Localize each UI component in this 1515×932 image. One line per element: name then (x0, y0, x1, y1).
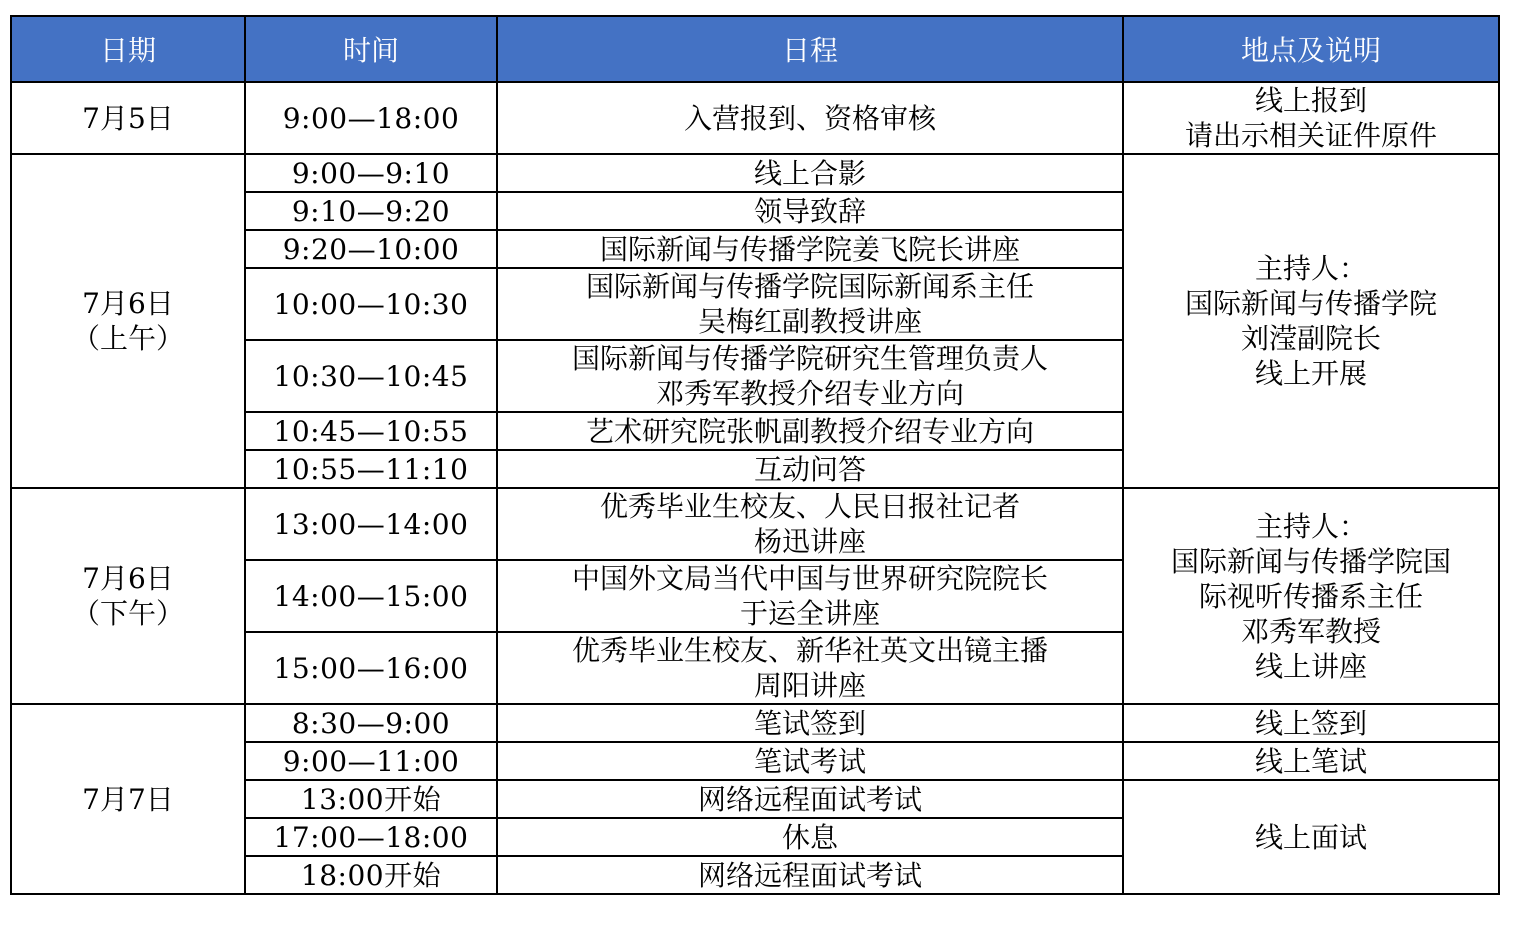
schedule-table (10, 15, 1500, 895)
agenda-cell (497, 192, 1123, 230)
time-cell: 10:30—10:45 (245, 340, 497, 412)
location-line: 线上讲座 (1254, 649, 1367, 683)
date-cell (11, 154, 245, 488)
location-cell (1123, 82, 1499, 154)
agenda-line: 网络远程面试考试 (697, 782, 922, 816)
time-cell: 18:00开始 (245, 856, 497, 894)
agenda-line: 国际新闻与传播学院姜飞院长讲座 (599, 232, 1020, 266)
date-line: 7月5日 (82, 101, 174, 135)
time-cell: 10:45—10:55 (245, 412, 497, 450)
time-cell: 9:00—11:00 (245, 742, 497, 780)
table-row (11, 82, 1499, 154)
agenda-cell (497, 704, 1123, 742)
agenda-line: 国际新闻与传播学院国际新闻系主任 (585, 270, 1034, 303)
header-agenda: 日程 (497, 16, 1123, 82)
table-row (11, 154, 1499, 192)
time-cell: 17:00—18:00 (245, 818, 497, 856)
time-cell: 15:00—16:00 (245, 632, 497, 704)
agenda-line: 中国外文局当代中国与世界研究院院长 (571, 562, 1048, 595)
header-row (11, 16, 1499, 82)
agenda-line: 笔试考试 (753, 744, 866, 778)
date-line: 7月7日 (82, 782, 174, 816)
location-line: 国际新闻与传播学院国 (1170, 544, 1451, 578)
date-cell (11, 488, 245, 704)
time-cell: 14:00—15:00 (245, 560, 497, 632)
agenda-cell (497, 450, 1123, 488)
agenda-line: 邓秀军教授介绍专业方向 (655, 377, 964, 410)
agenda-line: 互动问答 (753, 452, 866, 486)
agenda-line: 笔试签到 (753, 706, 866, 740)
location-line: 刘滢副院长 (1240, 322, 1381, 355)
agenda-line: 于运全讲座 (739, 597, 880, 630)
agenda-line: 入营报到、资格审核 (683, 101, 936, 135)
header-location: 地点及说明 (1123, 16, 1499, 82)
agenda-line: 线上合影 (753, 156, 866, 190)
date-line: 7月6日 (82, 287, 174, 320)
agenda-line: 周阳讲座 (753, 669, 866, 702)
location-line: 请出示相关证件原件 (1184, 119, 1437, 152)
location-line: 国际新闻与传播学院 (1184, 287, 1437, 320)
header-time: 时间 (245, 16, 497, 82)
time-cell: 13:00开始 (245, 780, 497, 818)
agenda-cell (497, 780, 1123, 818)
location-cell (1123, 488, 1499, 704)
location-line: 线上签到 (1254, 706, 1367, 740)
agenda-cell (497, 742, 1123, 780)
agenda-line: 国际新闻与传播学院研究生管理负责人 (571, 342, 1048, 375)
agenda-line: 网络远程面试考试 (697, 858, 922, 892)
agenda-line: 优秀毕业生校友、新华社英文出镜主播 (571, 634, 1048, 667)
agenda-cell (497, 632, 1123, 704)
location-line: 线上开展 (1254, 357, 1367, 390)
table-row (11, 488, 1499, 560)
location-cell (1123, 704, 1499, 742)
time-cell: 10:00—10:30 (245, 268, 497, 340)
location-cell (1123, 742, 1499, 780)
agenda-cell (497, 488, 1123, 560)
agenda-cell (497, 856, 1123, 894)
time-cell: 9:00—18:00 (245, 82, 497, 154)
time-cell: 9:10—9:20 (245, 192, 497, 230)
agenda-cell (497, 82, 1123, 154)
location-line: 主持人： (1254, 509, 1367, 543)
agenda-cell (497, 230, 1123, 268)
location-line: 主持人： (1254, 252, 1367, 285)
agenda-cell (497, 268, 1123, 340)
date-cell (11, 82, 245, 154)
agenda-cell (497, 154, 1123, 192)
location-line: 际视听传播系主任 (1198, 579, 1423, 613)
agenda-line: 杨迅讲座 (753, 525, 866, 558)
location-cell (1123, 154, 1499, 488)
date-line: 7月6日 (82, 562, 174, 595)
agenda-line: 吴梅红副教授讲座 (697, 305, 922, 338)
agenda-line: 优秀毕业生校友、人民日报社记者 (599, 490, 1020, 523)
date-line: （下午） (71, 597, 184, 630)
time-cell: 10:55—11:10 (245, 450, 497, 488)
location-line: 线上笔试 (1254, 744, 1367, 778)
table-row (11, 704, 1499, 742)
location-line: 线上面试 (1254, 820, 1367, 854)
agenda-line: 休息 (781, 820, 838, 854)
agenda-cell (497, 818, 1123, 856)
location-cell (1123, 780, 1499, 894)
date-cell (11, 704, 245, 894)
agenda-line: 艺术研究院张帆副教授介绍专业方向 (585, 414, 1034, 448)
location-line: 线上报到 (1254, 84, 1367, 117)
header-date: 日期 (11, 16, 245, 82)
time-cell: 9:00—9:10 (245, 154, 497, 192)
time-cell: 13:00—14:00 (245, 488, 497, 560)
agenda-line: 领导致辞 (753, 194, 866, 228)
agenda-cell (497, 412, 1123, 450)
date-line: （上午） (71, 322, 184, 355)
time-cell: 8:30—9:00 (245, 704, 497, 742)
agenda-cell (497, 340, 1123, 412)
time-cell: 9:20—10:00 (245, 230, 497, 268)
location-line: 邓秀军教授 (1240, 614, 1381, 648)
agenda-cell (497, 560, 1123, 632)
